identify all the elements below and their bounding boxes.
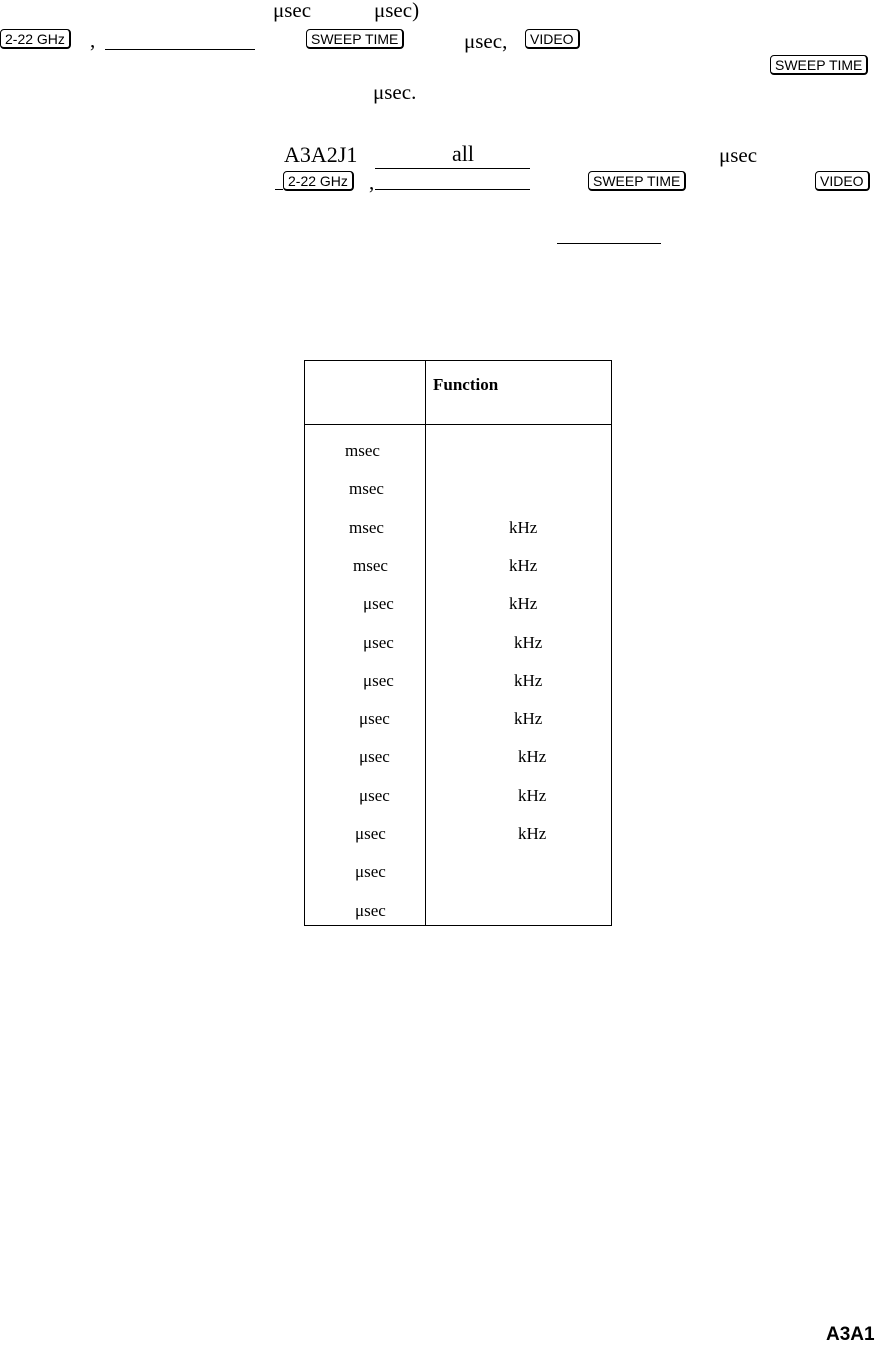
comma-text: , xyxy=(90,28,96,52)
body-unit-usec: μsec xyxy=(719,143,758,167)
table-cell-function: kHz xyxy=(514,709,543,729)
table-cell-time: μsec xyxy=(363,632,394,652)
page-footer-label: A3A1 xyxy=(826,1324,875,1345)
comma-text: , xyxy=(369,170,375,194)
body-unit-usec: μsec) xyxy=(374,0,420,22)
table-cell-time: μsec xyxy=(363,670,394,690)
connector-ref: A3A2J1 xyxy=(284,142,358,167)
column-header-function: Function xyxy=(433,375,499,394)
blank-fill-line xyxy=(375,168,530,169)
sweep-time-key[interactable]: SWEEP TIME xyxy=(588,171,686,191)
header-divider xyxy=(305,424,611,425)
video-key[interactable]: VIDEO xyxy=(525,29,580,49)
column-divider xyxy=(425,361,426,925)
blank-fill-line xyxy=(105,49,255,50)
blank-fill-line xyxy=(375,189,530,190)
timing-table xyxy=(304,360,612,926)
table-cell-time: μsec xyxy=(355,862,386,882)
table-cell-time: msec xyxy=(349,479,384,499)
blank-fill-line xyxy=(557,243,661,244)
sweep-time-key[interactable]: SWEEP TIME xyxy=(770,55,868,75)
table-cell-function: kHz xyxy=(509,594,538,614)
table-cell-function: kHz xyxy=(509,555,538,575)
table-cell-function: kHz xyxy=(518,747,547,767)
table-cell-time: msec xyxy=(345,441,380,460)
table-cell-time: μsec xyxy=(363,594,394,614)
table-cell-function: kHz xyxy=(514,670,543,690)
table-cell-time: msec xyxy=(349,517,384,537)
table-cell-function: kHz xyxy=(518,785,547,805)
sweep-time-key[interactable]: SWEEP TIME xyxy=(306,29,404,49)
table-cell-time: msec xyxy=(353,555,388,575)
table-cell-function: kHz xyxy=(509,517,538,537)
table-cell-function: kHz xyxy=(518,824,547,843)
body-unit-usec: μsec. xyxy=(373,80,417,104)
table-cell-time: μsec xyxy=(355,900,386,920)
blank-fill-line xyxy=(275,189,283,190)
table-cell-time: μsec xyxy=(359,709,390,729)
freq-band-key[interactable]: 2-22 GHz xyxy=(0,29,71,49)
table-cell-time: μsec xyxy=(359,785,390,805)
body-unit-usec: μsec, xyxy=(464,29,508,53)
body-unit-usec: μsec xyxy=(273,0,312,22)
freq-band-key[interactable]: 2-22 GHz xyxy=(283,171,354,191)
table-cell-time: μsec xyxy=(355,824,386,843)
table-cell-time: μsec xyxy=(359,747,390,767)
body-word-all: all xyxy=(452,141,474,166)
video-key[interactable]: VIDEO xyxy=(815,171,870,191)
table-cell-function: kHz xyxy=(514,632,543,652)
